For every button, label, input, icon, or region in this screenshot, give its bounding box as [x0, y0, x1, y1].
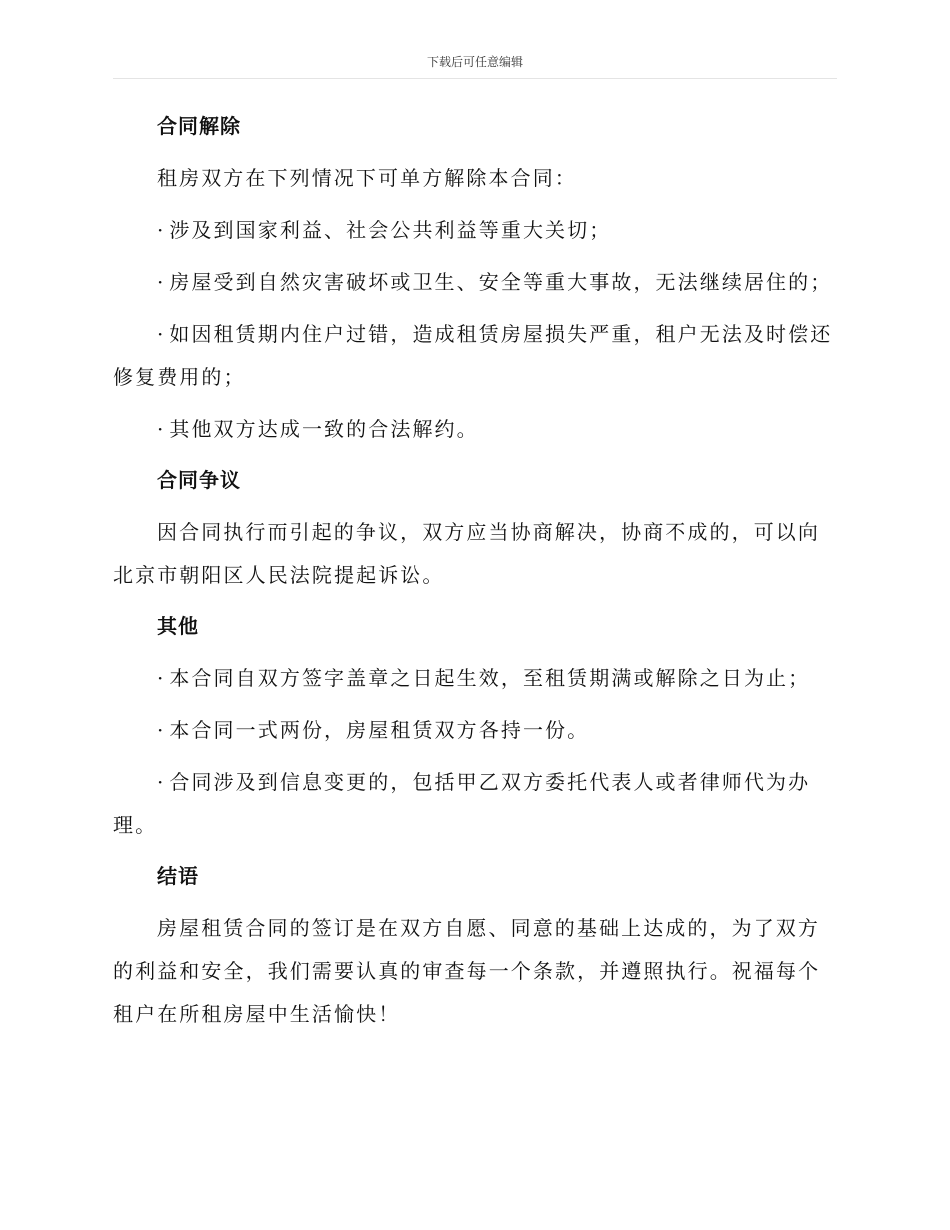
section-heading-termination: 合同解除: [157, 114, 241, 138]
bullet-dot-icon: ·: [157, 417, 164, 441]
other-bullet-3: [113, 761, 837, 847]
section-heading-other: 其他: [157, 614, 199, 638]
dispute-paragraph: 因合同执行而引起的争议，双方应当协商解决，协商不成的，可以向北京市朝阳区人民法院提起诉讼。: [113, 520, 820, 587]
termination-bullet-3: [113, 313, 837, 399]
other-bullet-2: [113, 709, 837, 752]
bullet-text: 合同涉及到信息变更的，包括甲乙双方委托代表人或者律师代为办理。: [113, 770, 811, 837]
termination-bullet-2: [113, 261, 837, 304]
termination-intro: 租房双方在下列情况下可单方解除本合同：: [157, 166, 577, 190]
other-bullet-1: [113, 657, 837, 700]
bullet-dot-icon: ·: [157, 718, 164, 742]
header-divider: [113, 78, 837, 79]
bullet-dot-icon: ·: [157, 322, 164, 346]
termination-bullet-1: [113, 209, 837, 252]
bullet-text: 涉及到国家利益、社会公共利益等重大关切；: [169, 218, 612, 242]
section-heading-conclusion: 结语: [157, 864, 199, 888]
bullet-text: 其他双方达成一致的合法解约。: [169, 417, 479, 441]
bullet-dot-icon: ·: [157, 218, 164, 242]
bullet-text: 房屋受到自然灾害破坏或卫生、安全等重大事故，无法继续居住的；: [169, 270, 833, 294]
bullet-dot-icon: ·: [157, 770, 164, 794]
document-body: [113, 106, 837, 1045]
section-heading-dispute: 合同争议: [157, 468, 241, 492]
bullet-text: 本合同一式两份，房屋租赁双方各持一份。: [169, 718, 590, 742]
termination-bullet-4: [113, 408, 837, 451]
bullet-dot-icon: ·: [157, 270, 164, 294]
bullet-dot-icon: ·: [157, 666, 164, 690]
bullet-text: 如因租赁期内住户过错，造成租赁房屋损失严重，租户无法及时偿还修复费用的；: [113, 322, 833, 389]
bullet-text: 本合同自双方签字盖章之日起生效，至租赁期满或解除之日为止；: [169, 666, 811, 690]
page-header: 下载后可任意编辑: [426, 55, 523, 69]
conclusion-paragraph: 房屋租赁合同的签订是在双方自愿、同意的基础上达成的，为了双方的利益和安全，我们需要认真的审查每一个条款，并遵照执行。祝福每个租户在所租房屋中生活愉快！: [113, 916, 821, 1026]
